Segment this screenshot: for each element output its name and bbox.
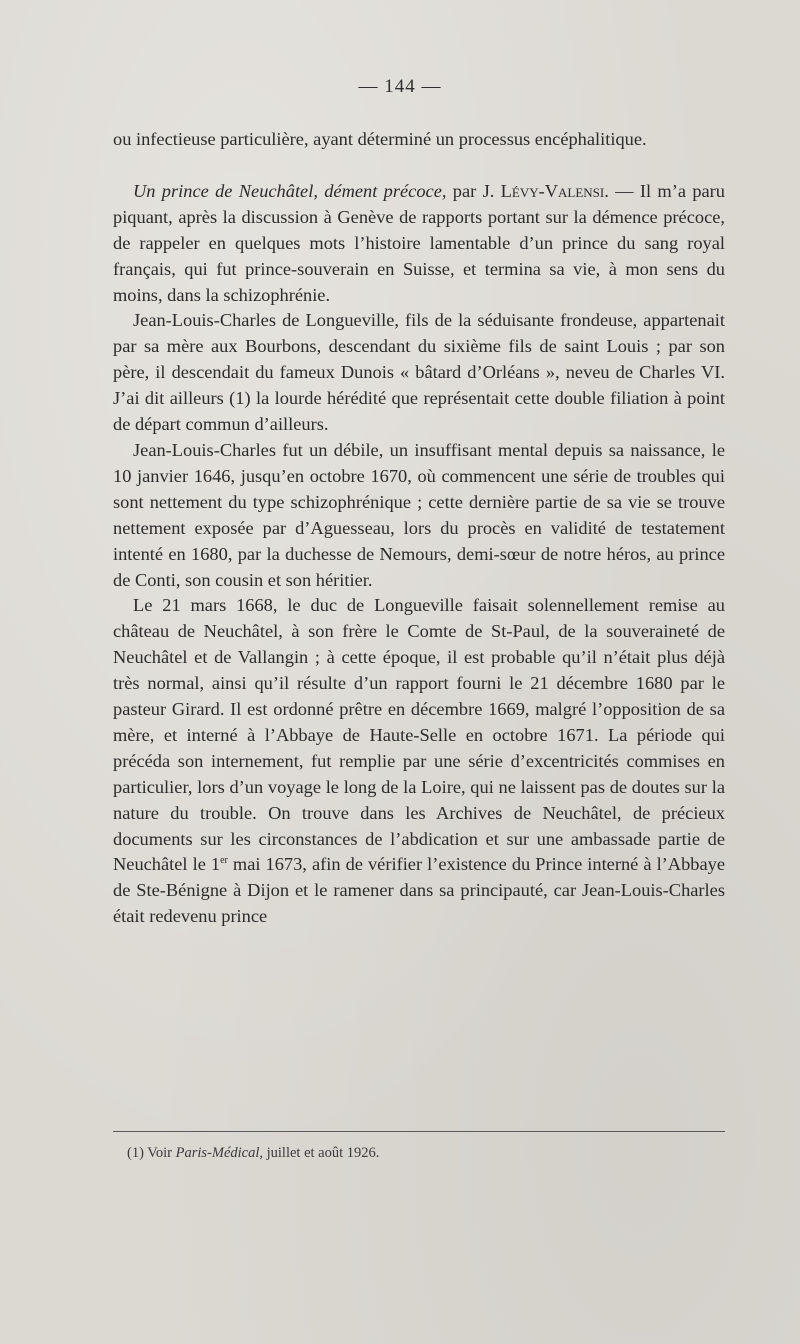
footnote-source: Paris-Médical, [175, 1145, 263, 1161]
paragraph-article-heading [113, 179, 725, 309]
footnote [127, 1143, 727, 1163]
body-text [113, 127, 725, 930]
page-number: — 144 — [358, 76, 442, 97]
ordinal-superscript: er [220, 855, 228, 867]
article-byline: par J. [446, 180, 501, 201]
paragraph-abdication-part-a: Le 21 mars 1668, le duc de Longueville faisait solennellement remise au château de Neuchâtel, à son frère le Comte de St-Paul, de la souveraineté de Neuchâtel et de Vallangin ; à cette époque, il est probable qu’il n’était plus déjà très normal, ainsi qu’il résulte d’un rapport fourni le 21 décembre 1680 par le pasteur Girard. Il est ordonné prêtre en décembre 1669, malgré l’opposition de sa mère, et interné à l’Abbaye de Haute-Selle en octobre 1671. La période qui précéda son internement, fut remplie par une série d’excentricités commises en particulier, lors d’un voyage le long de la Loire, qui ne laissent pas de doutes sur la nature du trouble. On trouve dans les Archives de Neuchâtel, de précieux documents sur les circonstances de l’abdication et sur une ambassade partie de Neuchâtel le 1 [113, 595, 725, 875]
paragraph-illness: Jean-Louis-Charles fut un débile, un insuffisant mental depuis sa naissance, le 10 janvier 1646, jusqu’en octobre 1670, où commencent une série de troubles qui sont nettement du type schizophrénique ; cette dernière partie de sa vie se trouve nettement exposée par d’Aguesseau, lors du procès en validité de testatement intenté en 1680, par la duchesse de Nemours, demi-sœur de notre héros, au prince de Conti, son cousin et son héritier. [113, 439, 725, 590]
article-intro-text: . — Il m’a paru piquant, après la discussion à Genève de rapports portant sur la démence précoce, de rappeler en quelques mots l’histoire lamentable d’un prince du sang royal français, qui fut prince-souverain en Suisse, et termina sa vie, à mon sens du moins, dans la schizophrénie. [113, 180, 725, 305]
paragraph-continuation: ou infectieuse particulière, ayant déterminé un processus encéphalitique. [113, 129, 647, 149]
article-title: Un prince de Neuchâtel, dément précoce, [133, 180, 447, 201]
paragraph-abdication [113, 593, 725, 930]
paragraph-abdication-part-b: mai 1673, afin de vérifier l’existence du Prince interné à l’Abbaye de Ste-Bénigne à Dijon et le ramener dans sa principauté, car Jean-Louis-Charles était redevenu prince [113, 854, 725, 927]
paragraph-genealogy: Jean-Louis-Charles de Longueville, fils de la séduisante frondeuse, appartenait par sa mère aux Bourbons, descendant du sixième fils de saint Louis ; par son père, il descendait du fameux Dunois « bâtard d’Orléans », neveu de Charles VI. J’ai dit ailleurs (1) la lourde hérédité que représentait cette double filiation à point de départ commun d’ailleurs. [113, 310, 725, 435]
article-author: Lévy-Valensi [500, 180, 605, 201]
footnote-prefix: (1) Voir [127, 1145, 176, 1161]
footnote-suffix: juillet et août 1926. [263, 1145, 380, 1161]
footnote-divider [113, 1131, 725, 1132]
